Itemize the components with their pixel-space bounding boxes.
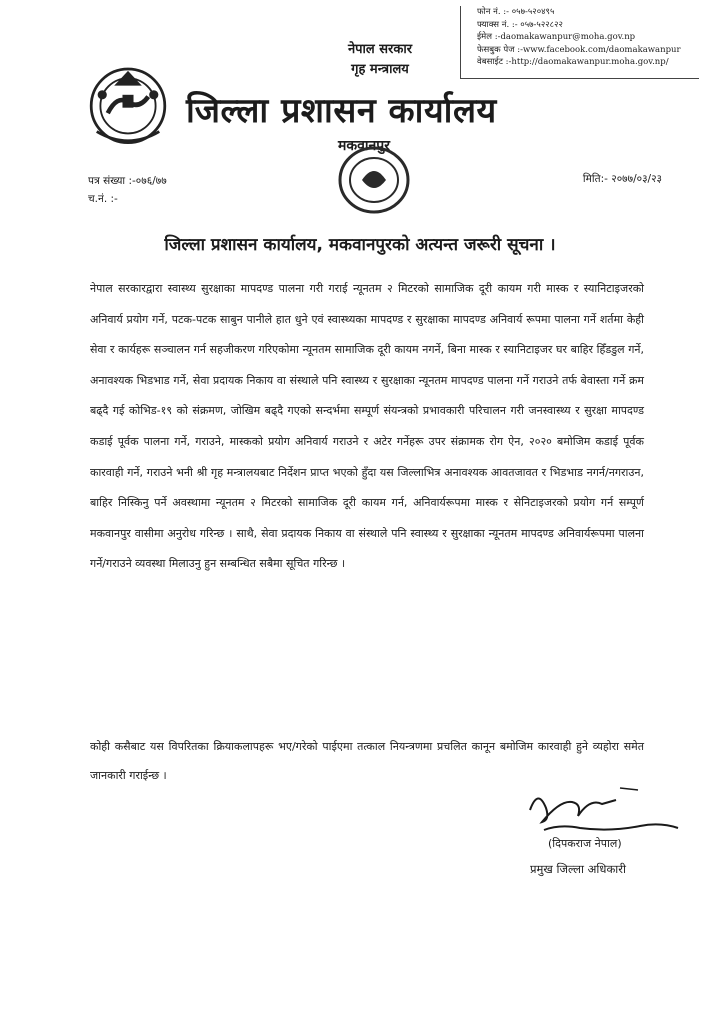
office-title: जिल्ला प्रशासन कार्यालय: [186, 91, 497, 131]
ministry-name: गृह मन्त्रालय: [351, 62, 409, 77]
fax-line: फ्याक्स नं. :- ०५७-५२२८२२: [477, 19, 563, 30]
notice-paragraph-1: नेपाल सरकारद्वारा स्वास्थ्य सुरक्षाका मापदण्ड पालना गरी गराई न्यूनतम २ मिटरको सामाजिक दूरी कायम गरी मास्क र स्यानिटाइजरको अनिवार्य प्रयोग गर्ने, पटक-पटक साबुन पानीले हात धुने एवं स्वास्थ्यका मापदण्ड र सुरक्षाका मापदण्ड अनिवार्य रूपमा पालना गर्ने शर्तमा केही सेवा र कार्यहरू सञ्चालन गर्न सहजीकरण गरिएकोमा न्यूनतम सामाजिक दूरी कायम नगर्ने, बिना मास्क र स्यानिटाइजर घर बाहिर हिँडडुल गर्ने, अनावश्यक भिडभाड गर्ने, सेवा प्रदायक निकाय वा संस्थाले पनि स्वास्थ्य र सुरक्षाका न्यूनतम मापदण्ड पालना गर्ने गराउने तर्फ बेवास्ता गर्ने क्रम बढ्दै गई कोभिड-१९ को संक्रमण, जोखिम बढ्दै गएको सन्दर्भमा सम्पूर्ण संयन्त्रको प्रभावकारी परिचालन गरी जनस्वास्थ्य र सुरक्षा मापदण्ड कडाई पूर्वक पालना गर्ने, गराउने, मास्कको प्रयोग अनिवार्य गराउने र अटेर गर्नेहरू उपर संक्रामक रोग ऐन, २०२० बमोजिम कडाई पूर्वक कारवाही गर्ने, गराउने भनी श्री गृह मन्त्रालयबाट निर्देशन प्राप्त भएको हुँदा यस जिल्लाभित्र अनावश्यक आवतजावत र भिडभाड नगर्न/नगराउन, बाहिर निस्किनु पर्ने अवस्थामा न्यूनतम २ मिटरको सामाजिक दूरी कायम गर्न, अनिवार्यरूपमा मास्क र सेनिटाइजरको प्रयोग गर्न सम्पूर्ण मकवानपुर वासीमा अनुरोध गरिन्छ । साथै, सेवा प्रदायक निकाय वा संस्थाले पनि स्वास्थ्य र सुरक्षाका न्यूनतम मापदण्ड अनिवार्यरूपमा पालना गर्ने/गराउने व्यवस्था मिलाउनु हुन सम्बन्धित सबैमा सूचित गरिन्छ ।: [90, 282, 644, 571]
ref-number: पत्र संख्या :-०७६/७७: [88, 175, 167, 187]
website-line: वेबसाईट :-http://daomakawanpur.moha.gov.np/: [477, 57, 669, 67]
dispatch-number: च.नं. :-: [88, 193, 118, 205]
notice-title: जिल्ला प्रशासन कार्यालय, मकवानपुरको अत्यन्त जरूरी सूचना ।: [164, 235, 556, 255]
phone-line: फोन नं. :- ०५७-५२०४९५: [477, 7, 555, 17]
government-name: नेपाल सरकार: [347, 42, 413, 57]
nepal-emblem-icon: [82, 58, 174, 150]
office-stamp-icon: [332, 140, 416, 220]
district-name: मकवानपुर: [338, 138, 390, 154]
contact-block: [460, 6, 699, 79]
notice-paragraph-2: कोही कसैबाट यस विपरितका क्रियाकलापहरू भए/गरेको पाईएमा तत्काल नियन्त्रणमा प्रचलित कानून बमोजिम कारवाही हुने व्यहोरा समेत जानकारी गराईन्छ ।: [90, 740, 644, 782]
facebook-line: फेसबुक पेज :-www.facebook.com/daomakawanpur: [477, 44, 681, 55]
letterhead-government: [300, 40, 460, 80]
signature-icon: [520, 780, 690, 840]
signatory-title: प्रमुख जिल्ला अधिकारी: [530, 862, 626, 876]
letter-date: मिति:- २०७७/०३/२३: [582, 173, 662, 185]
signatory-name: (दिपकराज नेपाल): [548, 837, 622, 850]
email-line: ईमेल :-daomakawanpur@moha.gov.np: [477, 32, 636, 42]
reference-block: [88, 172, 167, 208]
